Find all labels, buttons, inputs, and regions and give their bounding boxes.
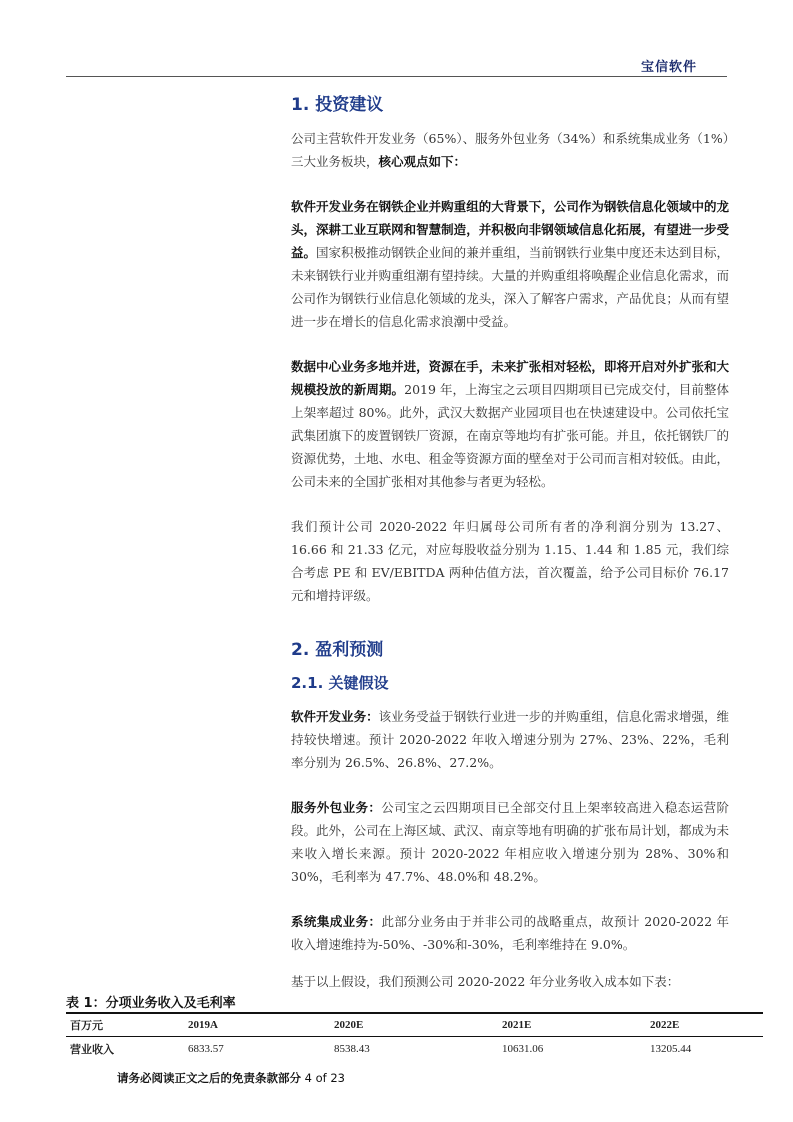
paragraph-software-assumption: 软件开发业务：该业务受益于钢铁行业进一步的并购重组，信息化需求增强，维持较快增速。预计 2020-2022 年收入增速分别为 27%、23%、22%，毛利率分别为 26.5%、26.8%、27.2%。	[291, 709, 729, 770]
header-company-name: 宝信软件	[640, 60, 697, 75]
subsection-title-assumptions: 2.1. 关键假设	[291, 674, 389, 692]
page-footer	[117, 1070, 345, 1086]
table-header-row	[66, 1013, 763, 1037]
table-header-cell: 2020E	[330, 1013, 498, 1037]
table-cell: 10631.06	[502, 1043, 544, 1055]
table-cell: 8538.43	[334, 1043, 370, 1055]
paragraph-integration-assumption: 系统集成业务：此部分业务由于并非公司的战略重点，故预计 2020-2022 年收入增速维持为-50%、-30%和-30%，毛利率维持在 9.0%。	[291, 914, 729, 952]
table-header-cell: 2019A	[184, 1013, 330, 1037]
main-content	[291, 84, 729, 993]
revenue-table	[66, 1012, 763, 1061]
paragraph-forecast-summary: 我们预计公司 2020-2022 年归属母公司所有者的净利润分别为 13.27、16.66 和 21.33 亿元，对应每股收益分别为 1.15、1.44 和 1.85 元，我们综合考虑 PE 和 EV/EBITDA 两种估值方法，首次覆盖，给予公司目标价 76.17 元和增持评级。	[291, 519, 729, 603]
paragraph-software-business: 软件开发业务在钢铁企业并购重组的大背景下，公司作为钢铁信息化领域中的龙头，深耕工业互联网和智慧制造，并积极向非钢领域信息化拓展，有望进一步受益。国家积极推动钢铁企业间的兼并重组，当前钢铁行业集中度还未达到目标，未来钢铁行业并购重组潮有望持续。大量的并购重组将唤醒企业信息化需求，而公司作为钢铁行业信息化领域的龙头，深入了解客户需求，产品优良；从而有望进一步在增长的信息化需求浪潮中受益。	[291, 199, 729, 329]
footer-disclaimer: 请务必阅读正文之后的免责条款部分	[117, 1071, 301, 1085]
paragraph-outsourcing-assumption: 服务外包业务：公司宝之云四期项目已全部交付且上架率较高进入稳态运营阶段。此外，公司在上海区域、武汉、南京等地有明确的扩张布局计划，都成为未来收入增长来源。预计 2020-2022 年相应收入增速分别为 28%、30%和 30%，毛利率为 47.7%、48.0%和 48.2%。	[291, 800, 729, 884]
paragraph-business-overview: 公司主营软件开发业务（65%）、服务外包业务（34%）和系统集成业务（1%）三大业务板块，核心观点如下：	[291, 131, 729, 169]
table-cell: 13205.44	[650, 1043, 692, 1055]
table-header-cell: 2022E	[646, 1013, 763, 1037]
table-row	[66, 1037, 763, 1062]
table-title: 表 1：分项业务收入及毛利率	[66, 996, 236, 1011]
table-header-cell: 百万元	[66, 1013, 184, 1037]
footer-page-number: 4 of 23	[304, 1071, 346, 1085]
header-divider	[66, 76, 727, 77]
paragraph-datacenter-business: 数据中心业务多地并进，资源在手，未来扩张相对轻松，即将开启对外扩张和大规模投放的新周期。2019 年，上海宝之云项目四期项目已完成交付，目前整体上架率超过 80%。此外，武汉大数据产业园项目也在快速建设中。公司依托宝武集团旗下的废置钢铁厂资源，在南京等地均有扩张可能。并且，依托钢铁厂的资源优势，土地、水电、租金等资源方面的壁垒对于公司而言相对较低。由此，公司未来的全国扩张相对其他参与者更为轻松。	[291, 359, 729, 489]
table-cell: 6833.57	[188, 1043, 224, 1055]
table-row-label: 营业收入	[70, 1043, 114, 1056]
section-title-investment: 1. 投资建议	[291, 95, 384, 115]
table-header-cell: 2021E	[498, 1013, 646, 1037]
paragraph-table-intro: 基于以上假设，我们预测公司 2020-2022 年分业务收入成本如下表：	[291, 974, 680, 989]
section-title-profit-forecast: 2. 盈利预测	[291, 640, 384, 660]
